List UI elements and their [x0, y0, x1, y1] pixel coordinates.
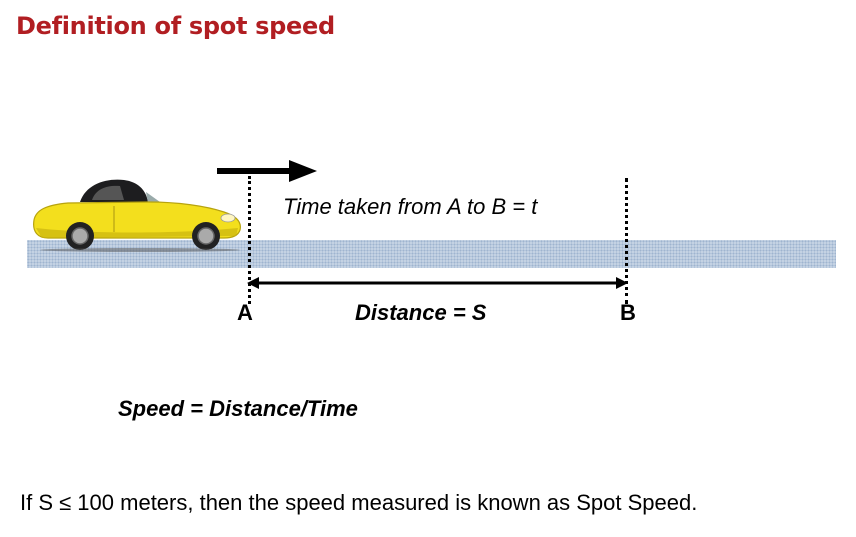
- car-icon: [28, 176, 246, 252]
- page-title: Definition of spot speed: [16, 12, 335, 40]
- point-a-label: A: [237, 300, 253, 325]
- time-label: Time taken from A to B = t: [283, 194, 538, 219]
- point-b-label: B: [620, 300, 636, 325]
- distance-arrow-icon: [247, 275, 628, 291]
- distance-label: Distance = S: [355, 300, 487, 325]
- motion-arrow-icon: [217, 160, 317, 182]
- spot-speed-note: If S ≤ 100 meters, then the speed measured is known as Spot Speed.: [20, 490, 698, 515]
- speed-formula: Speed = Distance/Time: [118, 396, 358, 421]
